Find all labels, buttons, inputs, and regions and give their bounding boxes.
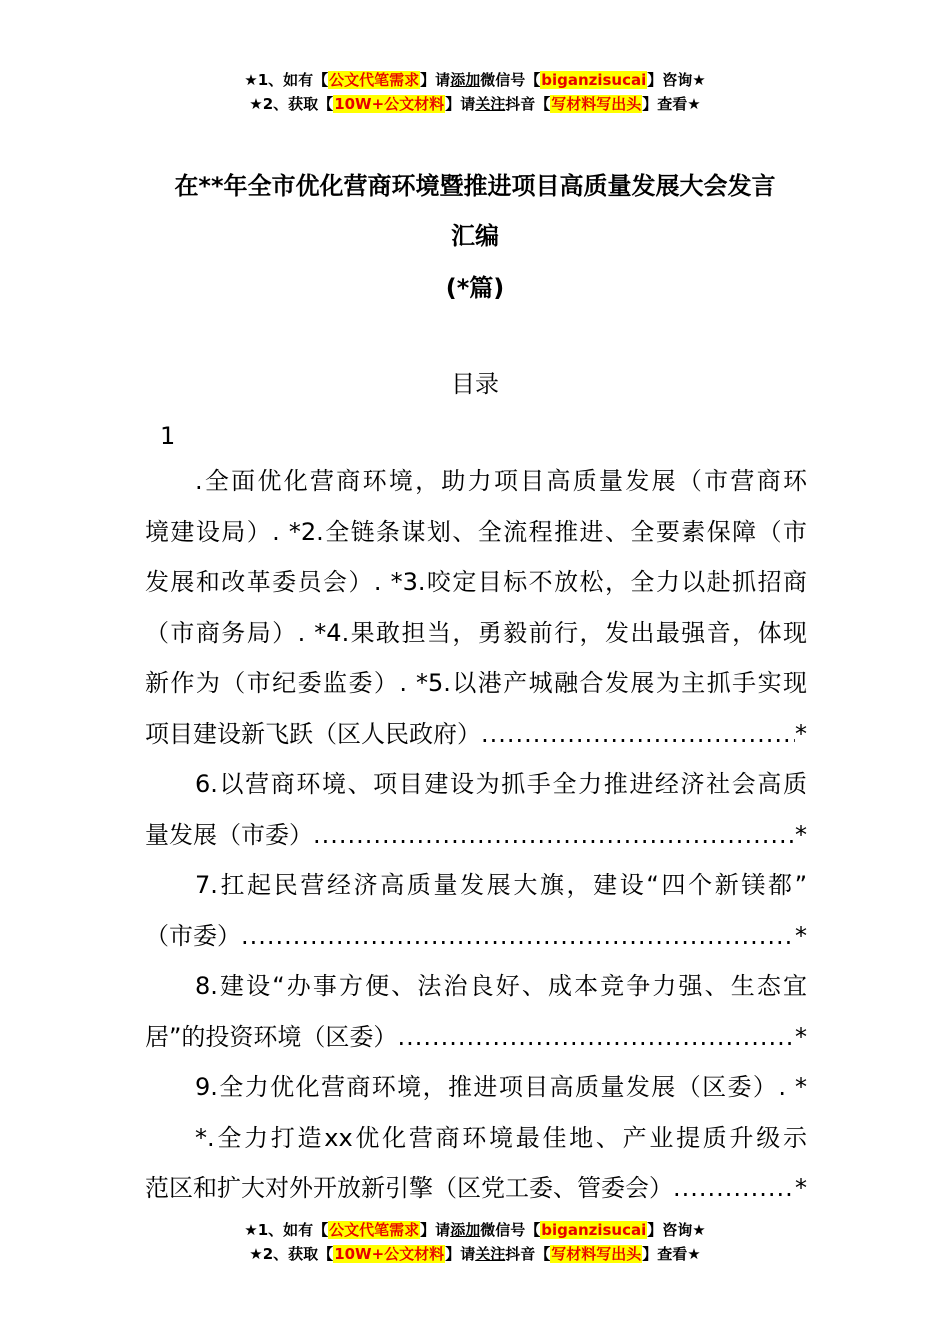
document-title-line-3: (*篇): [445, 274, 505, 302]
banner-text: 】咨询★: [647, 1221, 706, 1239]
toc-entry-6: [145, 759, 807, 860]
banner-text: 抖音【: [505, 95, 551, 113]
toc-leader-line: [145, 1012, 807, 1063]
toc-page-ref: *: [795, 820, 807, 849]
toc-line: .全面优化营商环境，助力项目高质量发展（市营商环: [195, 467, 807, 495]
banner-text: 】请: [420, 71, 451, 89]
banner-underlined-text: 添加: [450, 1221, 481, 1239]
banner-text: ★2、获取【: [249, 1245, 334, 1263]
banner-highlight: 公文代笔需求: [329, 1221, 420, 1239]
banner-highlight: 10W+公文材料: [334, 95, 445, 113]
toc-leader-line: [145, 810, 807, 861]
banner-underlined-text: 添加: [450, 71, 481, 89]
toc-line: （市商务局）. *4.果敢担当，勇毅前行，发出最强音，体现: [145, 618, 807, 647]
banner-text: 】查看★: [642, 1245, 701, 1263]
toc-line: 境建设局）. *2.全链条谋划、全流程推进、全要素保障（市: [145, 517, 807, 546]
document-title-line-1: 在**年全市优化营商环境暨推进项目高质量发展大会发言: [174, 172, 776, 200]
banner-line-2: [0, 1242, 950, 1266]
page-number: 1: [160, 422, 176, 450]
toc-entry-10: [145, 1113, 807, 1214]
toc-page-ref: *: [795, 921, 807, 950]
toc-line: *.全力打造xx优化营商环境最佳地、产业提质升级示: [195, 1123, 807, 1152]
toc-leader-dots: [397, 1012, 795, 1063]
toc-page-ref: *: [795, 1174, 807, 1202]
toc-entry-8: [145, 961, 807, 1062]
toc-line: 新作为（市纪委监委）. *5.以港产城融合发展为主抓手实现: [145, 669, 807, 697]
toc-leader-line: [145, 911, 807, 962]
toc-page-ref: *: [795, 719, 807, 748]
banner-text: 】请: [445, 95, 476, 113]
top-banner: [0, 68, 950, 116]
toc-page-ref: *: [795, 1022, 807, 1051]
toc-leader-dots: [313, 810, 795, 861]
toc-leader-line: [145, 1163, 807, 1214]
banner-highlight: 写材料写出头: [551, 1245, 642, 1263]
toc-leader-dots: [673, 1163, 795, 1214]
banner-text: 抖音【: [505, 1245, 551, 1263]
banner-text: ★2、获取【: [249, 95, 334, 113]
toc-line: 7.扛起民营经济高质量发展大旗，建设“四个新镁都”: [195, 871, 807, 899]
banner-text: 微信号【: [480, 71, 541, 89]
banner-text: 】请: [445, 1245, 476, 1263]
toc-entry-text: 居”的投资环境（区委）: [145, 1022, 398, 1051]
banner-underlined-text: 关注: [475, 1245, 506, 1263]
toc-entry-text: 范区和扩大对外开放新引擎（区党工委、管委会）: [145, 1174, 673, 1202]
banner-highlight: 写材料写出头: [551, 95, 642, 113]
toc-entry-9: [145, 1062, 807, 1113]
banner-text: 微信号【: [480, 1221, 541, 1239]
banner-highlight: biganzisucai: [541, 1221, 647, 1239]
toc-entry-7: [145, 860, 807, 961]
toc-line: 9.全力优化营商环境，推进项目高质量发展（区委）. *: [195, 1073, 807, 1101]
toc-line: 发展和改革委员会）. *3.咬定目标不放松，全力以赴抓招商: [145, 568, 807, 596]
toc-leader-dots: [241, 911, 795, 962]
toc-leader-line: [145, 709, 807, 760]
banner-highlight: biganzisucai: [541, 71, 647, 89]
toc-leader-dots: [481, 709, 795, 760]
banner-text: 】请: [420, 1221, 451, 1239]
toc-entry-text: 量发展（市委）: [145, 820, 313, 849]
toc-entry-group-1-5: [145, 456, 807, 759]
banner-line-2: [0, 92, 950, 116]
banner-text: 】咨询★: [647, 71, 706, 89]
banner-underlined-text: 关注: [475, 95, 506, 113]
toc-line: 8.建设“办事方便、法治良好、成本竞争力强、生态宜: [195, 972, 807, 1000]
toc-line: 6.以营商环境、项目建设为抓手全力推进经济社会高质: [195, 770, 807, 798]
toc-body: [145, 456, 807, 1214]
toc-entry-text: 项目建设新飞跃（区人民政府）: [145, 719, 481, 748]
banner-line-1: [0, 1218, 950, 1242]
toc-heading: 目录: [451, 370, 499, 398]
document-title-line-2: 汇编: [451, 222, 499, 250]
banner-highlight: 公文代笔需求: [329, 71, 420, 89]
toc-entry-text: （市委）: [145, 921, 241, 950]
bottom-banner: [0, 1218, 950, 1266]
banner-line-1: [0, 68, 950, 92]
banner-text: ★1、如有【: [244, 1221, 329, 1239]
banner-text: ★1、如有【: [244, 71, 329, 89]
banner-text: 】查看★: [642, 95, 701, 113]
banner-highlight: 10W+公文材料: [334, 1245, 445, 1263]
